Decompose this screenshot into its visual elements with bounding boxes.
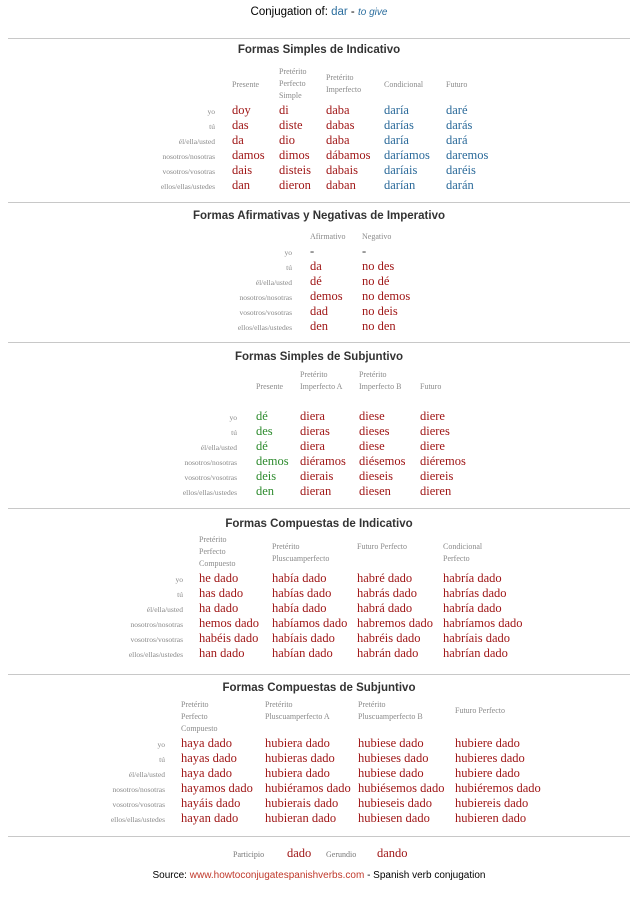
pronoun-label: ellos/ellas/ustedes xyxy=(237,323,292,332)
gerundio-value: dando xyxy=(377,846,408,860)
divider xyxy=(8,342,630,343)
col-header: Futuro xyxy=(420,382,442,391)
conjugation-cell: hayas dado xyxy=(181,751,237,765)
conjugation-cell: habría dado xyxy=(443,601,502,615)
conjugation-cell: habría dado xyxy=(443,571,502,585)
pronoun-label: nosotros/nosotras xyxy=(184,458,237,467)
pronoun-label: él/ella/usted xyxy=(200,443,237,452)
header-verb: dar xyxy=(331,6,348,18)
col-header: Presente xyxy=(232,80,260,89)
pronoun-label: yo xyxy=(207,107,215,116)
section-title-imperativo: Formas Afirmativas y Negativas de Imperativo xyxy=(192,210,446,222)
col-header: Pretérito Perfecto Compuesto xyxy=(199,535,236,568)
pronoun-label: ellos/ellas/ustedes xyxy=(160,182,215,191)
conjugation-cell: hubiésemos dado xyxy=(358,781,445,795)
conjugation-cell: daré xyxy=(446,103,468,117)
conjugation-cell: daríamos xyxy=(384,148,430,162)
col-header: Pretérito Imperfecto A xyxy=(300,370,343,391)
divider xyxy=(8,508,630,509)
conjugation-cell: habréis dado xyxy=(357,631,421,645)
conjugation-cell: habías dado xyxy=(272,586,332,600)
conjugation-cell: hubiéramos dado xyxy=(265,781,351,795)
pronoun-label: él/ella/usted xyxy=(146,605,183,614)
conjugation-cell: daremos xyxy=(446,148,489,162)
pronoun-label: vosotros/vosotras xyxy=(130,635,183,644)
conjugation-cell: deis xyxy=(256,469,277,483)
pronoun-label: nosotros/nosotras xyxy=(162,152,215,161)
conjugation-cell: hubiese dado xyxy=(358,766,424,780)
conjugation-cell: diéremos xyxy=(420,454,466,468)
page-header xyxy=(0,6,638,18)
conjugation-cell: daríais xyxy=(384,163,418,177)
conjugation-cell: dad xyxy=(310,304,329,318)
conjugation-cell: des xyxy=(256,424,273,438)
conjugation-cell: diere xyxy=(420,409,445,423)
conjugation-cell: has dado xyxy=(199,586,244,600)
conjugation-cell: dé xyxy=(256,409,268,423)
col-header: Pretérito Perfecto Compuesto xyxy=(181,700,218,733)
col-header: Pretérito Pluscuamperfecto B xyxy=(358,700,423,721)
conjugation-cell: - xyxy=(362,244,367,258)
conjugation-cell: dieran xyxy=(300,484,332,498)
col-header: Futuro Perfecto xyxy=(455,706,505,715)
divider xyxy=(8,202,630,203)
col-header: Pretérito Perfecto Simple xyxy=(279,67,307,100)
conjugation-cell: darían xyxy=(384,178,416,192)
conjugation-cell: hubieren dado xyxy=(455,811,527,825)
conjugation-cell: daba xyxy=(326,103,350,117)
conjugation-cell: diere xyxy=(420,439,445,453)
conjugation-cell: dábamos xyxy=(326,148,371,162)
conjugation-cell: daban xyxy=(326,178,356,192)
conjugation-cell: darías xyxy=(384,118,414,132)
pronoun-label: vosotros/vosotras xyxy=(184,473,237,482)
conjugation-cell: den xyxy=(310,319,329,333)
conjugation-cell: dará xyxy=(446,133,468,147)
conjugation-cell: hubierais dado xyxy=(265,796,339,810)
conjugation-cell: diese xyxy=(359,409,385,423)
divider xyxy=(8,38,630,39)
conjugation-cell: daba xyxy=(326,133,350,147)
conjugation-cell: habrás dado xyxy=(357,586,418,600)
pronoun-label: ellos/ellas/ustedes xyxy=(182,488,237,497)
conjugation-cell: dieras xyxy=(300,424,330,438)
pronoun-label: vosotros/vosotras xyxy=(162,167,215,176)
conjugation-cell: hubiereis dado xyxy=(455,796,529,810)
conjugation-cell: hayáis dado xyxy=(181,796,241,810)
conjugation-cell: hubieseis dado xyxy=(358,796,432,810)
conjugation-cell: daría xyxy=(384,133,409,147)
conjugation-cell: habían dado xyxy=(272,646,333,660)
col-header: Pretérito Pluscuamperfecto A xyxy=(265,700,330,721)
conjugation-cell: dierais xyxy=(300,469,334,483)
conjugation-cell: dé xyxy=(310,274,322,288)
conjugation-cell: dé xyxy=(256,439,268,453)
conjugation-cell: han dado xyxy=(199,646,245,660)
conjugation-cell: hubieran dado xyxy=(265,811,337,825)
conjugation-cell: habrá dado xyxy=(357,601,413,615)
pronoun-label: vosotros/vosotras xyxy=(239,308,292,317)
conjugation-cell: demos xyxy=(256,454,289,468)
pronoun-label: ellos/ellas/ustedes xyxy=(128,650,183,659)
participio-value: dado xyxy=(287,846,312,860)
header-meaning: to give xyxy=(357,7,388,18)
conjugation-cell: hubiesen dado xyxy=(358,811,430,825)
conjugation-cell: hubieses dado xyxy=(358,751,429,765)
conjugation-cell: dieres xyxy=(420,424,450,438)
participio-label: Participio xyxy=(233,850,265,859)
conjugation-cell: diereis xyxy=(420,469,454,483)
pronoun-label: él/ella/usted xyxy=(178,137,215,146)
section-title-indicativo: Formas Simples de Indicativo xyxy=(237,44,401,56)
gerundio-label: Gerundio xyxy=(326,850,357,859)
conjugation-cell: haya dado xyxy=(181,736,233,750)
header-prefix: Conjugation of: xyxy=(250,6,332,18)
col-header: Pretérito Imperfecto xyxy=(326,73,362,94)
col-header: Afirmativo xyxy=(310,232,346,241)
conjugation-cell: no deis xyxy=(362,304,398,318)
conjugation-cell: dais xyxy=(232,163,253,177)
conjugation-cell: he dado xyxy=(199,571,239,585)
conjugation-cell: darán xyxy=(446,178,474,192)
conjugation-cell: diese xyxy=(359,439,385,453)
conjugation-cell: dieses xyxy=(359,424,390,438)
conjugation-cell: diéramos xyxy=(300,454,346,468)
conjugation-cell: hubiere dado xyxy=(455,766,520,780)
conjugation-cell: habríamos dado xyxy=(443,616,523,630)
conjugation-cell: hubiéremos dado xyxy=(455,781,541,795)
pronoun-label: tú xyxy=(209,122,215,131)
conjugation-cell: demos xyxy=(310,289,343,303)
conjugation-cell: diésemos xyxy=(359,454,406,468)
conjugation-cell: diera xyxy=(300,409,325,423)
section-title-subjuntivo: Formas Simples de Subjuntivo xyxy=(234,351,404,363)
conjugation-cell: ha dado xyxy=(199,601,239,615)
conjugation-cell: habremos dado xyxy=(357,616,434,630)
conjugation-cell: habíamos dado xyxy=(272,616,348,630)
pronoun-label: yo xyxy=(284,248,292,257)
col-header: Presente xyxy=(256,382,284,391)
conjugation-cell: da xyxy=(310,259,322,273)
pronoun-label: nosotros/nosotras xyxy=(130,620,183,629)
pronoun-label: tú xyxy=(231,428,237,437)
conjugation-cell: no demos xyxy=(362,289,411,303)
pronoun-label: tú xyxy=(177,590,183,599)
pronoun-label: vosotros/vosotras xyxy=(112,800,165,809)
pronoun-label: tú xyxy=(159,755,165,764)
col-header: Pretérito Imperfecto B xyxy=(359,370,402,391)
col-header: Negativo xyxy=(362,232,392,241)
conjugation-cell: dio xyxy=(279,133,295,147)
section-title-comp-indicativo: Formas Compuestas de Indicativo xyxy=(225,518,413,530)
pronoun-label: tú xyxy=(286,263,292,272)
conjugation-cell: diste xyxy=(279,118,303,132)
conjugation-cell: dimos xyxy=(279,148,310,162)
conjugation-cell: habré dado xyxy=(357,571,413,585)
pronoun-label: nosotros/nosotras xyxy=(112,785,165,794)
conjugation-cell: hubieres dado xyxy=(455,751,525,765)
conjugation-cell: das xyxy=(232,118,249,132)
conjugation-cell: - xyxy=(310,244,315,258)
conjugation-cell: había dado xyxy=(272,571,327,585)
conjugation-cell: no den xyxy=(362,319,396,333)
conjugation-cell: hayan dado xyxy=(181,811,239,825)
divider xyxy=(8,836,630,837)
pronoun-label: yo xyxy=(157,740,165,749)
conjugation-cell: dieren xyxy=(420,484,452,498)
source-prefix: Source: xyxy=(152,870,190,881)
section-title-comp-subjuntivo: Formas Compuestas de Subjuntivo xyxy=(222,682,416,694)
conjugation-cell: había dado xyxy=(272,601,327,615)
divider xyxy=(8,674,630,675)
conjugation-cell: no dé xyxy=(362,274,390,288)
conjugation-cell: habrían dado xyxy=(443,646,508,660)
conjugation-cell: hubiera dado xyxy=(265,766,330,780)
conjugation-cell: dabas xyxy=(326,118,355,132)
source-suffix: - Spanish verb conjugation xyxy=(364,870,486,881)
conjugation-cell: habrías dado xyxy=(443,586,507,600)
conjugation-cell: hubiese dado xyxy=(358,736,424,750)
col-header: Futuro Perfecto xyxy=(357,542,407,551)
col-header: Pretérito Pluscuamperfecto xyxy=(272,542,330,563)
conjugation-cell: damos xyxy=(232,148,265,162)
col-header: Condicional xyxy=(384,80,424,89)
conjugation-cell: dieron xyxy=(279,178,311,192)
pronoun-label: él/ella/usted xyxy=(255,278,292,287)
conjugation-cell: habrán dado xyxy=(357,646,419,660)
conjugation-cell: haya dado xyxy=(181,766,233,780)
conjugation-cell: habíais dado xyxy=(272,631,335,645)
conjugation-cell: di xyxy=(279,103,289,117)
conjugation-cell: no des xyxy=(362,259,395,273)
header-sep: - xyxy=(347,6,358,18)
conjugation-cell: hubieras dado xyxy=(265,751,335,765)
conjugation-cell: daréis xyxy=(446,163,476,177)
conjugation-cell: diesen xyxy=(359,484,391,498)
conjugation-cell: habríais dado xyxy=(443,631,510,645)
conjugation-cell: darás xyxy=(446,118,473,132)
conjugation-cell: den xyxy=(256,484,275,498)
source-link[interactable]: www.howtoconjugatespanishverbs.com xyxy=(189,870,365,881)
pronoun-label: yo xyxy=(175,575,183,584)
pronoun-label: nosotros/nosotras xyxy=(239,293,292,302)
conjugation-cell: da xyxy=(232,133,244,147)
conjugation-cell: dan xyxy=(232,178,251,192)
conjugation-cell: disteis xyxy=(279,163,311,177)
pronoun-label: ellos/ellas/ustedes xyxy=(110,815,165,824)
conjugation-cell: hemos dado xyxy=(199,616,260,630)
conjugation-cell: doy xyxy=(232,103,251,117)
conjugation-cell: habéis dado xyxy=(199,631,259,645)
conjugation-cell: hubiere dado xyxy=(455,736,520,750)
col-header: Condicional Perfecto xyxy=(443,542,483,563)
conjugation-cell: dieseis xyxy=(359,469,394,483)
conjugation-cell: diera xyxy=(300,439,325,453)
source-line xyxy=(0,870,638,881)
pronoun-label: yo xyxy=(229,413,237,422)
col-header: Futuro xyxy=(446,80,468,89)
conjugation-cell: hayamos dado xyxy=(181,781,253,795)
conjugation-cell: daría xyxy=(384,103,409,117)
conjugation-cell: dabais xyxy=(326,163,358,177)
pronoun-label: él/ella/usted xyxy=(128,770,165,779)
conjugation-cell: hubiera dado xyxy=(265,736,330,750)
